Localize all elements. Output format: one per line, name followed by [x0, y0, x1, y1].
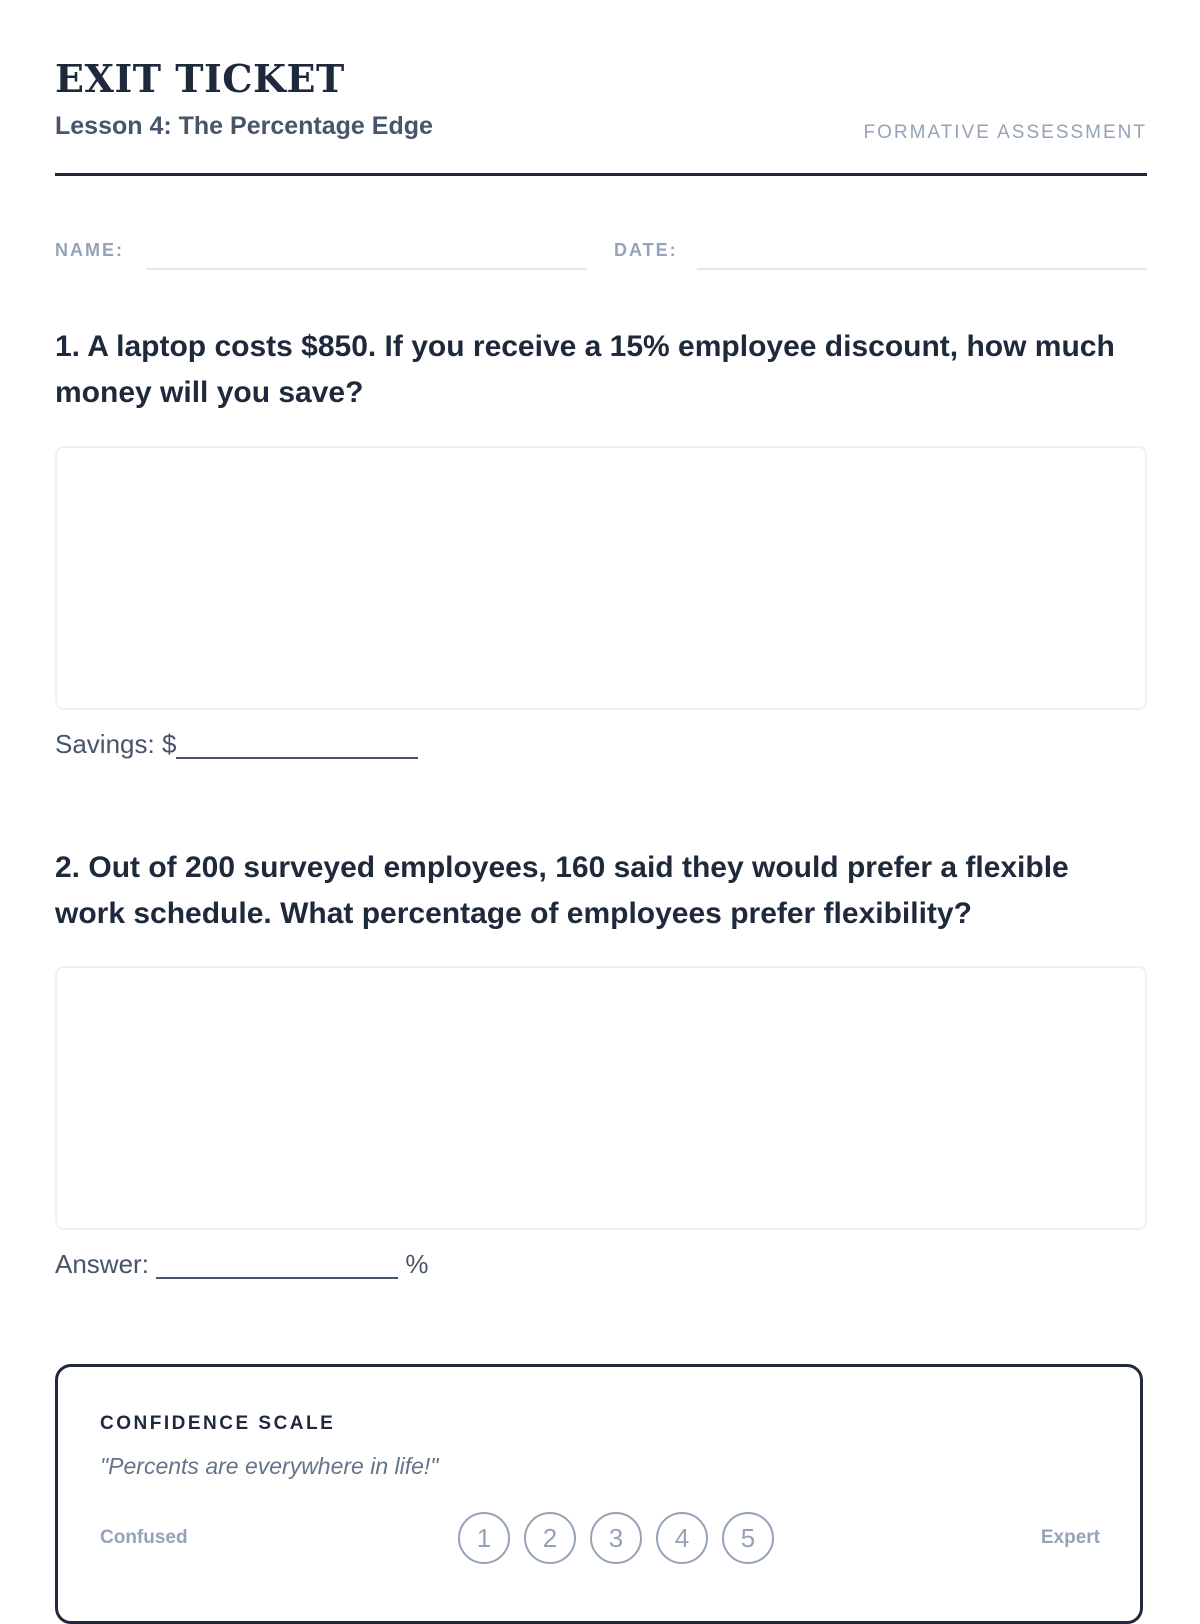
- question-1-answer-prefix: Savings: $: [55, 729, 177, 759]
- scale-high-label: Expert: [1040, 1527, 1100, 1548]
- question-2-answer-blank[interactable]: [156, 1251, 398, 1279]
- question-2-answer-prefix: Answer:: [55, 1249, 157, 1279]
- name-field[interactable]: [146, 268, 587, 270]
- question-2-prompt: 2. Out of 200 surveyed employees, 160 said they would prefer a flexible work schedule. What percentage of employees prefer flexibility?: [55, 851, 1069, 930]
- confidence-option-3[interactable]: 3: [590, 1512, 642, 1564]
- question-1-work-area[interactable]: [55, 446, 1147, 710]
- confidence-options: [458, 1512, 774, 1564]
- confidence-option-5[interactable]: 5: [722, 1512, 774, 1564]
- confidence-quote: "Percents are everywhere in life!": [100, 1453, 439, 1479]
- name-label: NAME:: [55, 240, 124, 260]
- date-label: DATE:: [614, 240, 678, 260]
- lesson-subtitle: Lesson 4: The Percentage Edge: [55, 112, 433, 140]
- scale-low-label: Confused: [100, 1527, 188, 1548]
- question-1-answer: [55, 729, 418, 760]
- question-1-answer-blank[interactable]: [176, 731, 418, 759]
- header-divider: [55, 173, 1147, 176]
- confidence-option-1[interactable]: 1: [458, 1512, 510, 1564]
- confidence-option-2[interactable]: 2: [524, 1512, 576, 1564]
- question-1-prompt: 1. A laptop costs $850. If you receive a 15% employee discount, how much money will you save?: [55, 330, 1115, 409]
- page-title: EXIT TICKET: [55, 56, 345, 101]
- confidence-option-4[interactable]: 4: [656, 1512, 708, 1564]
- question-2-answer-suffix: %: [398, 1249, 429, 1279]
- date-field[interactable]: [697, 268, 1147, 270]
- confidence-scale-title: CONFIDENCE SCALE: [100, 1413, 336, 1434]
- assessment-type-tag: FORMATIVE ASSESSMENT: [863, 122, 1147, 143]
- confidence-scale-box: [55, 1364, 1143, 1624]
- question-2-work-area[interactable]: [55, 966, 1147, 1230]
- question-2-answer: [55, 1249, 429, 1280]
- exit-ticket-page: [55, 0, 1147, 1600]
